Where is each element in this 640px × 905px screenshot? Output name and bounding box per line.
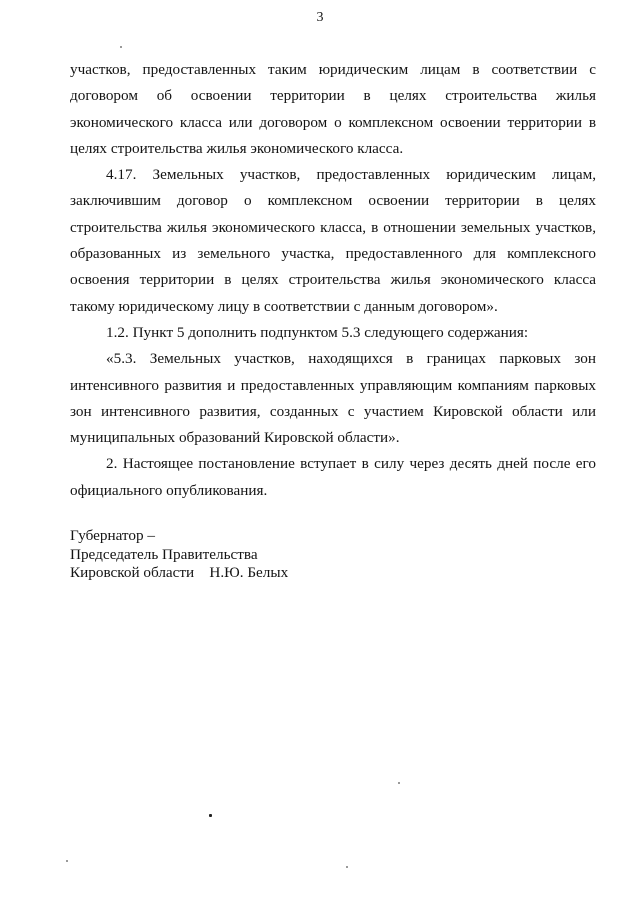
signature-title-line-1: Губернатор – — [70, 527, 155, 544]
scan-speck — [120, 46, 122, 48]
document-body — [70, 57, 596, 504]
paragraph-2: 2. Настоящее постановление вступает в силу через десять дней после его официального опубликования. — [70, 455, 596, 499]
signature-title-line-2: Председатель Правительства — [70, 545, 258, 563]
scan-speck — [209, 814, 212, 817]
scan-speck — [66, 860, 68, 862]
signature-name: Н.Ю. Белых — [209, 564, 289, 581]
signature-title-line-3 — [70, 564, 288, 583]
paragraph-1-2: 1.2. Пункт 5 дополнить подпунктом 5.3 следующего содержания: — [106, 323, 529, 341]
paragraph-5-3: «5.3. Земельных участков, находящихся в границах парковых зон интенсивного развития и предоставленных управляющим компаниям парковых зон интенсивного развития, созданных с участием Кировской области или муниципальных образований Кировской области». — [70, 350, 596, 447]
paragraph-continuation: участков, предоставленных таким юридическим лицам в соответствии с договором об освоении территории в целях строительства жилья экономического класса или договором о комплексном освоении территории в целях строительства жилья экономического класса. — [70, 61, 596, 157]
paragraph-4-17: 4.17. Земельных участков, предоставленных юридическим лицам, заключившим договор о комплексном освоении территории в целях строительства жилья экономического класса, в отношении земельных участков, образованных из земельного участка, предоставленного для комплексного освоения территории в целях строительства жилья экономического класса такому юридическому лицу в соответствии с данным договором». — [70, 166, 596, 315]
signature-gap — [194, 564, 209, 581]
page-number: 3 — [316, 10, 324, 25]
scan-speck — [346, 866, 348, 868]
scan-speck — [398, 782, 400, 784]
signature-block — [70, 527, 288, 583]
signature-region: Кировской области — [70, 564, 195, 581]
